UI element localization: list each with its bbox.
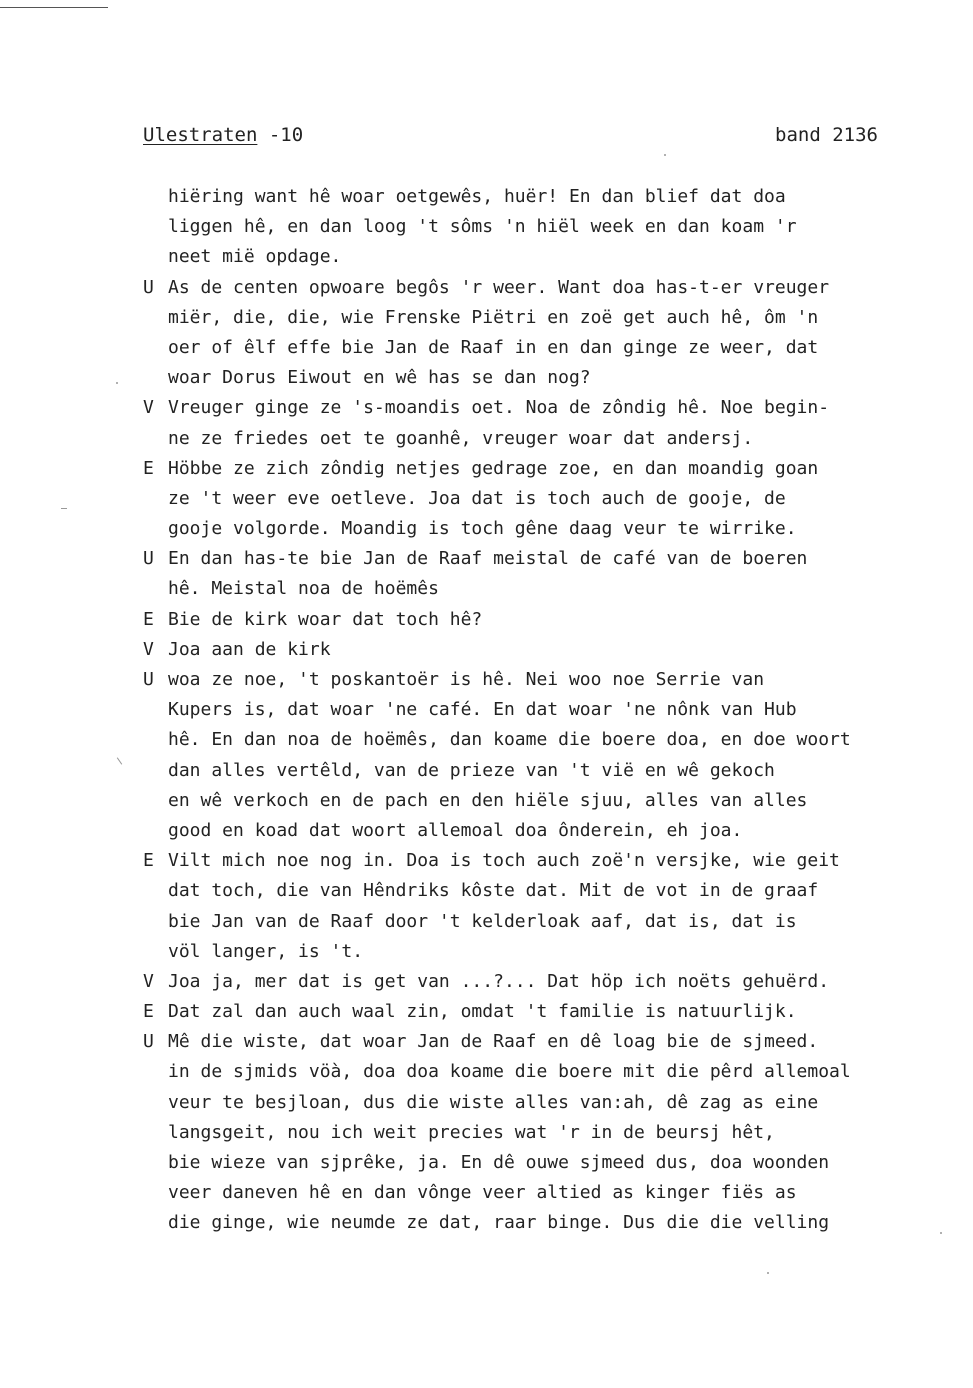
transcript-line bbox=[143, 544, 953, 574]
transcript-line bbox=[143, 393, 953, 423]
transcript-line bbox=[143, 937, 953, 967]
transcript-line bbox=[143, 242, 953, 272]
line-text: bie wieze van sjprêke, ja. En dê ouwe sjmeed dus, doa woonden bbox=[168, 1152, 830, 1173]
transcript-line bbox=[143, 665, 953, 695]
transcript-line bbox=[143, 1088, 953, 1118]
line-text: ze 't weer eve oetleve. Joa dat is toch auch de gooje, de bbox=[168, 487, 786, 509]
line-text: oer of êlf effe bie Jan de Raaf in en dan ginge ze weer, dat bbox=[168, 336, 819, 358]
scan-speck bbox=[117, 757, 122, 764]
speaker-label: V bbox=[143, 638, 154, 660]
transcript-line bbox=[143, 997, 953, 1027]
top-rule bbox=[0, 7, 108, 8]
speaker-label: U bbox=[143, 548, 154, 570]
line-text: dat toch, die van Hêndriks kôste dat. Mit de vot in de graaf bbox=[168, 880, 819, 902]
line-text: en wê verkoch en de pach en den hiële sjuu, alles van alles bbox=[168, 789, 808, 811]
line-text: Joa ja, mer dat is get van ...?... Dat höp ich noëts gehuërd. bbox=[168, 970, 830, 992]
header-page-number: -10 bbox=[268, 124, 304, 146]
line-text: Mê die wiste, dat woar Jan de Raaf en dê loag bie de sjmeed. bbox=[168, 1031, 819, 1053]
line-text: Kupers is, dat woar 'ne café. En dat woar 'ne nônk van Hub bbox=[168, 699, 797, 721]
transcript-line bbox=[143, 363, 953, 393]
header-title bbox=[143, 122, 303, 148]
transcript-line bbox=[143, 725, 953, 755]
transcript-line bbox=[143, 786, 953, 816]
line-text: miër, die, die, wie Frenske Piëtri en zoë get auch hê, ôm 'n bbox=[168, 306, 819, 328]
line-text: liggen hê, en dan loog 't sôms 'n hiël week en dan koam 'r bbox=[168, 216, 797, 238]
line-text: hiëring want hê woar oetgewês, huër! En dan blief dat doa bbox=[168, 186, 786, 207]
transcript-line bbox=[143, 605, 953, 635]
line-text: hê. Meistal noa de hoëmês bbox=[168, 578, 439, 600]
line-text: Dat zal dan auch waal zin, omdat 't familie is natuurlijk. bbox=[168, 1001, 797, 1023]
line-text: good en koad dat woort allemoal doa ônderein, eh joa. bbox=[168, 819, 743, 841]
transcript-line bbox=[143, 846, 953, 876]
line-text: Bie de kirk woar dat toch hê? bbox=[168, 608, 483, 630]
line-text: gooje volgorde. Moandig is toch gêne daag veur te wirrike. bbox=[168, 518, 797, 540]
scan-speck bbox=[61, 508, 67, 509]
speaker-label: E bbox=[143, 608, 154, 630]
line-text: Höbbe ze zich zôndig netjes gedrage zoe, en dan moandig goan bbox=[168, 457, 819, 479]
transcript-line bbox=[143, 1208, 953, 1238]
transcript-line bbox=[143, 182, 953, 212]
line-text: in de sjmids vöà, doa doa koame die boere mit die pêrd allemoal bbox=[168, 1061, 851, 1083]
line-text: En dan has-te bie Jan de Raaf meistal de café van de boeren bbox=[168, 548, 808, 570]
speaker-label: U bbox=[143, 669, 154, 690]
line-text: woar Dorus Eiwout en wê has se dan nog? bbox=[168, 367, 591, 389]
transcript-body bbox=[143, 182, 953, 1239]
line-text: Vilt mich noe nog in. Doa is toch auch zoë'n versjke, wie geit bbox=[168, 850, 840, 872]
line-text: ne ze friedes oet te goanhê, vreuger woar dat andersj. bbox=[168, 427, 754, 449]
line-text: völ langer, is 't. bbox=[168, 940, 364, 962]
speaker-label: E bbox=[143, 457, 154, 479]
scan-speck bbox=[767, 1272, 769, 1274]
transcript-line bbox=[143, 212, 953, 242]
line-text: die ginge, wie neumde ze dat, raar binge. Dus die die velling bbox=[168, 1212, 830, 1234]
transcript-line bbox=[143, 273, 953, 303]
scan-speck bbox=[940, 1232, 942, 1234]
transcript-line bbox=[143, 303, 953, 333]
transcript-line bbox=[143, 1178, 953, 1208]
header-band bbox=[775, 122, 878, 148]
header-place: Ulestraten bbox=[143, 124, 258, 146]
transcript-line bbox=[143, 876, 953, 906]
speaker-label: U bbox=[143, 1031, 154, 1053]
transcript-line bbox=[143, 756, 953, 786]
line-text: woa ze noe, 't poskantoër is hê. Nei woo noe Serrie van bbox=[168, 669, 765, 690]
transcript-line bbox=[143, 424, 953, 454]
line-text: veer daneven hê en dan vônge veer altied as kinger fiës as bbox=[168, 1182, 797, 1204]
scan-speck bbox=[664, 154, 666, 156]
transcript-line bbox=[143, 1057, 953, 1087]
transcript-line bbox=[143, 967, 953, 997]
transcript-line bbox=[143, 1148, 953, 1178]
transcript-line bbox=[143, 1118, 953, 1148]
line-text: veur te besjloan, dus die wiste alles van:ah, dê zag as eine bbox=[168, 1091, 819, 1113]
line-text: bie Jan van de Raaf door 't kelderloak aaf, dat is, dat is bbox=[168, 910, 797, 932]
header-band-label: band bbox=[775, 124, 821, 146]
transcript-line bbox=[143, 635, 953, 665]
transcript-line bbox=[143, 1027, 953, 1057]
speaker-label: U bbox=[143, 276, 154, 298]
transcript-line bbox=[143, 333, 953, 363]
transcript-line bbox=[143, 816, 953, 846]
speaker-label: E bbox=[143, 1001, 154, 1023]
scan-speck bbox=[116, 382, 118, 384]
transcript-line bbox=[143, 484, 953, 514]
transcript-line bbox=[143, 574, 953, 604]
transcript-line bbox=[143, 514, 953, 544]
speaker-label: V bbox=[143, 397, 154, 419]
line-text: neet mië opdage. bbox=[168, 246, 342, 268]
line-text: dan alles vertêld, van de prieze van 't vië en wê gekoch bbox=[168, 759, 775, 781]
line-text: hê. En dan noa de hoëmês, dan koame die boere doa, en doe woort bbox=[168, 729, 851, 751]
line-text: As de centen opwoare begôs 'r weer. Want doa has-t-er vreuger bbox=[168, 276, 830, 298]
speaker-label: V bbox=[143, 970, 154, 992]
line-text: langsgeit, nou ich weit precies wat 'r in de beursj hêt, bbox=[168, 1121, 775, 1143]
speaker-label: E bbox=[143, 850, 154, 872]
transcript-line bbox=[143, 907, 953, 937]
header-band-number: 2136 bbox=[832, 124, 878, 146]
page-header bbox=[143, 122, 878, 148]
transcript-line bbox=[143, 695, 953, 725]
transcript-line bbox=[143, 454, 953, 484]
line-text: Joa aan de kirk bbox=[168, 638, 331, 660]
line-text: Vreuger ginge ze 's-moandis oet. Noa de zôndig hê. Noe begin- bbox=[168, 397, 830, 419]
